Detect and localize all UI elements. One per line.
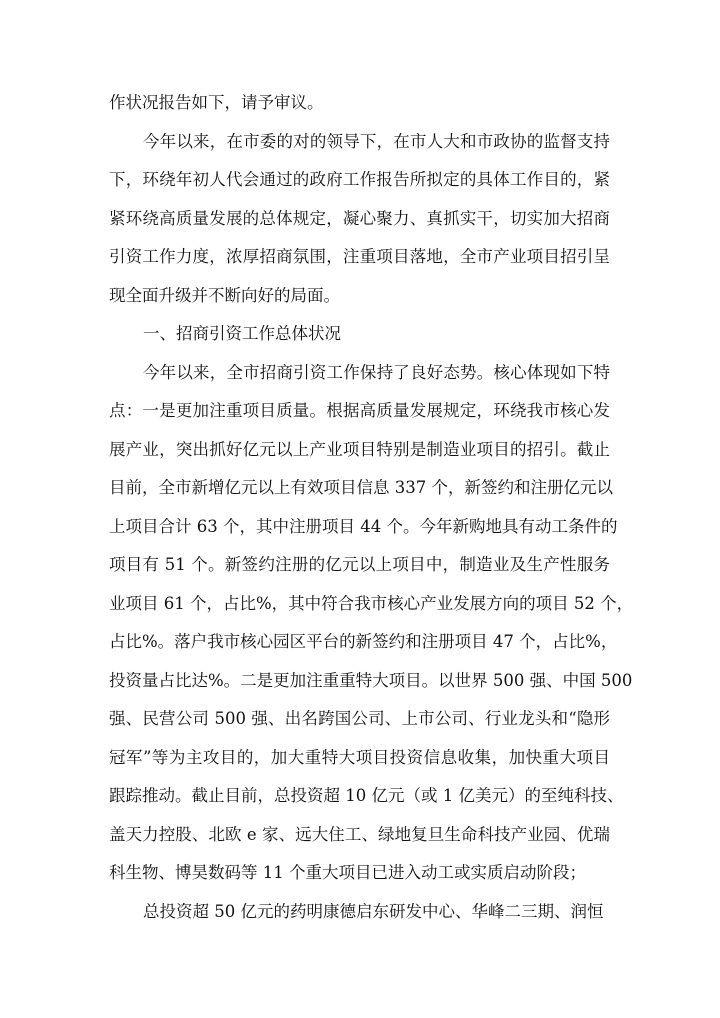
document-page <box>109 84 634 931</box>
text-line: 强、民营公司 500 强、出名跨国公司、上市公司、行业龙头和“隐形 <box>109 709 610 728</box>
text-line: 点：一是更加注重项目质量。根据高质量发展规定，环绕我市核心发 <box>109 401 610 420</box>
paragraph <box>109 123 610 316</box>
text-line: 总投资超 50 亿元的药明康德启东研发中心、华峰二三期、润恒 <box>143 901 604 921</box>
text-line: 项目有 51 个。新签约注册的亿元以上项目中，制造业及生产性服务 <box>109 555 610 574</box>
text-line: 科生物、博昊数码等 11 个重大项目已进入动工或实质启动阶段； <box>109 863 586 882</box>
text-line: 上项目合计 63 个，其中注册项目 44 个。今年新购地具有动工条件的 <box>109 516 618 536</box>
text-line: 盖天力控股、北欧 e 家、远大住工、绿地复旦生命科技产业园、优瑞 <box>109 824 610 844</box>
text-line: 今年以来，全市招商引资工作保持了良好态势。核心体现如下特 <box>143 362 610 382</box>
text-line: 引资工作力度，浓厚招商氛围，注重项目落地，全市产业项目招引呈 <box>109 247 610 266</box>
text-line: 占比%。落户我市核心园区平台的新签约和注册项目 47 个，占比%， <box>109 632 618 651</box>
text-line: 业项目 61 个，占比%，其中符合我市核心产业发展方向的项目 52 个， <box>109 593 634 613</box>
text-line: 冠军”等为主攻目的，加大重特大项目投资信息收集，加快重大项目 <box>109 747 610 767</box>
text-line: 目前，全市新增亿元以上有效项目信息 337 个，新签约和注册亿元以 <box>109 478 613 497</box>
text-line: 今年以来，在市委的对的领导下，在市人大和市政协的监督支持 <box>143 131 610 151</box>
text-line: 下，环绕年初人代会通过的政府工作报告所拟定的具体工作目的，紧 <box>109 170 610 189</box>
text-line: 展产业，突出抓好亿元以上产业项目特别是制造业项目的招引。截止 <box>109 439 610 459</box>
text-line: 现全面升级并不断向好的局面。 <box>109 285 340 305</box>
text-line: 一、招商引资工作总体状况 <box>143 324 341 343</box>
text-line: 作状况报告如下，请予审议。 <box>109 93 324 112</box>
text-line: 紧环绕高质量发展的总体规定，凝心聚力、真抓实干，切实加大招商 <box>109 208 610 228</box>
text-line: 投资量占比达%。二是更加注重重特大项目。以世界 500 强、中国 500 <box>109 670 633 690</box>
paragraph <box>109 893 610 932</box>
paragraph <box>109 84 610 123</box>
paragraph <box>109 315 610 354</box>
paragraph <box>109 354 634 893</box>
text-line: 跟踪推动。截止目前，总投资超 10 亿元（或 1 亿美元）的至纯科技、 <box>109 786 624 805</box>
